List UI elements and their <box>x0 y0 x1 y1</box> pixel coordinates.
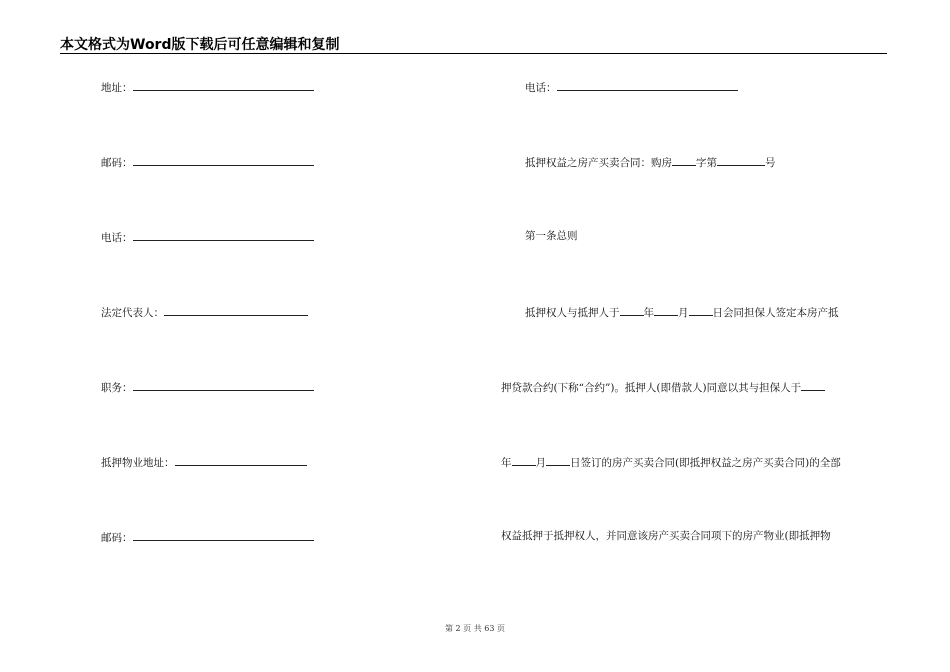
blank-line <box>133 79 314 91</box>
blank-line <box>175 454 307 466</box>
left-field-postcode <box>101 154 314 170</box>
blank-line <box>557 79 738 91</box>
para-text: 日签订的房产买卖合同(即抵押权益之房产买卖合同)的全部 <box>570 457 841 469</box>
blank-line <box>133 154 314 166</box>
contract-text-1: 抵押权益之房产买卖合同：购房 <box>525 157 672 169</box>
field-label: 法定代表人： <box>101 307 164 319</box>
left-field-postcode-2 <box>101 529 314 545</box>
field-label: 职务： <box>101 382 133 394</box>
contract-text-3: 号 <box>765 157 776 169</box>
field-label: 地址： <box>101 82 133 94</box>
field-label: 抵押物业地址： <box>101 457 175 469</box>
field-label: 电话： <box>525 82 557 94</box>
blank-line <box>620 304 644 316</box>
blank-line <box>133 229 314 241</box>
left-field-legal-representative <box>101 304 308 320</box>
blank-line <box>546 454 570 466</box>
para-text: 抵押权人与抵押人于 <box>525 307 620 319</box>
blank-line <box>672 154 696 166</box>
blank-line <box>512 454 536 466</box>
field-label: 电话： <box>101 232 133 244</box>
page-number-footer: 第 2 页 共 63 页 <box>445 624 505 633</box>
para-text: 押贷款合约(下称“合约”)。抵押人(即借款人)同意以其与担保人于 <box>501 382 802 394</box>
left-field-position <box>101 379 314 395</box>
left-field-property-address <box>101 454 307 470</box>
blank-line <box>654 304 678 316</box>
paragraph-line-3 <box>501 454 841 470</box>
blank-line <box>164 304 308 316</box>
contract-reference-line <box>525 154 776 170</box>
para-text: 月 <box>535 457 546 469</box>
field-label: 邮码： <box>101 157 133 169</box>
left-field-phone <box>101 229 314 245</box>
paragraph-line-1 <box>525 304 839 320</box>
para-text: 月 <box>678 307 689 319</box>
article-heading: 第一条总则 <box>525 230 578 242</box>
para-text: 年 <box>643 307 654 319</box>
field-label: 邮码： <box>101 532 133 544</box>
paragraph-line-2 <box>501 379 825 395</box>
right-field-phone <box>525 79 738 95</box>
left-field-address <box>101 79 314 95</box>
document-header-title: 本文格式为Word版下载后可任意编辑和复制 <box>60 37 340 53</box>
para-text: 日会同担保人签定本房产抵 <box>712 307 839 319</box>
header-divider <box>60 53 887 54</box>
blank-line <box>801 379 825 391</box>
paragraph-line-4: 权益抵押于抵押权人，并同意该房产买卖合同项下的房产物业(即抵押物 <box>501 530 831 542</box>
blank-line <box>689 304 713 316</box>
blank-line <box>133 529 314 541</box>
para-text: 年 <box>501 457 512 469</box>
blank-line <box>717 154 765 166</box>
contract-text-2: 字第 <box>696 157 717 169</box>
blank-line <box>133 379 314 391</box>
